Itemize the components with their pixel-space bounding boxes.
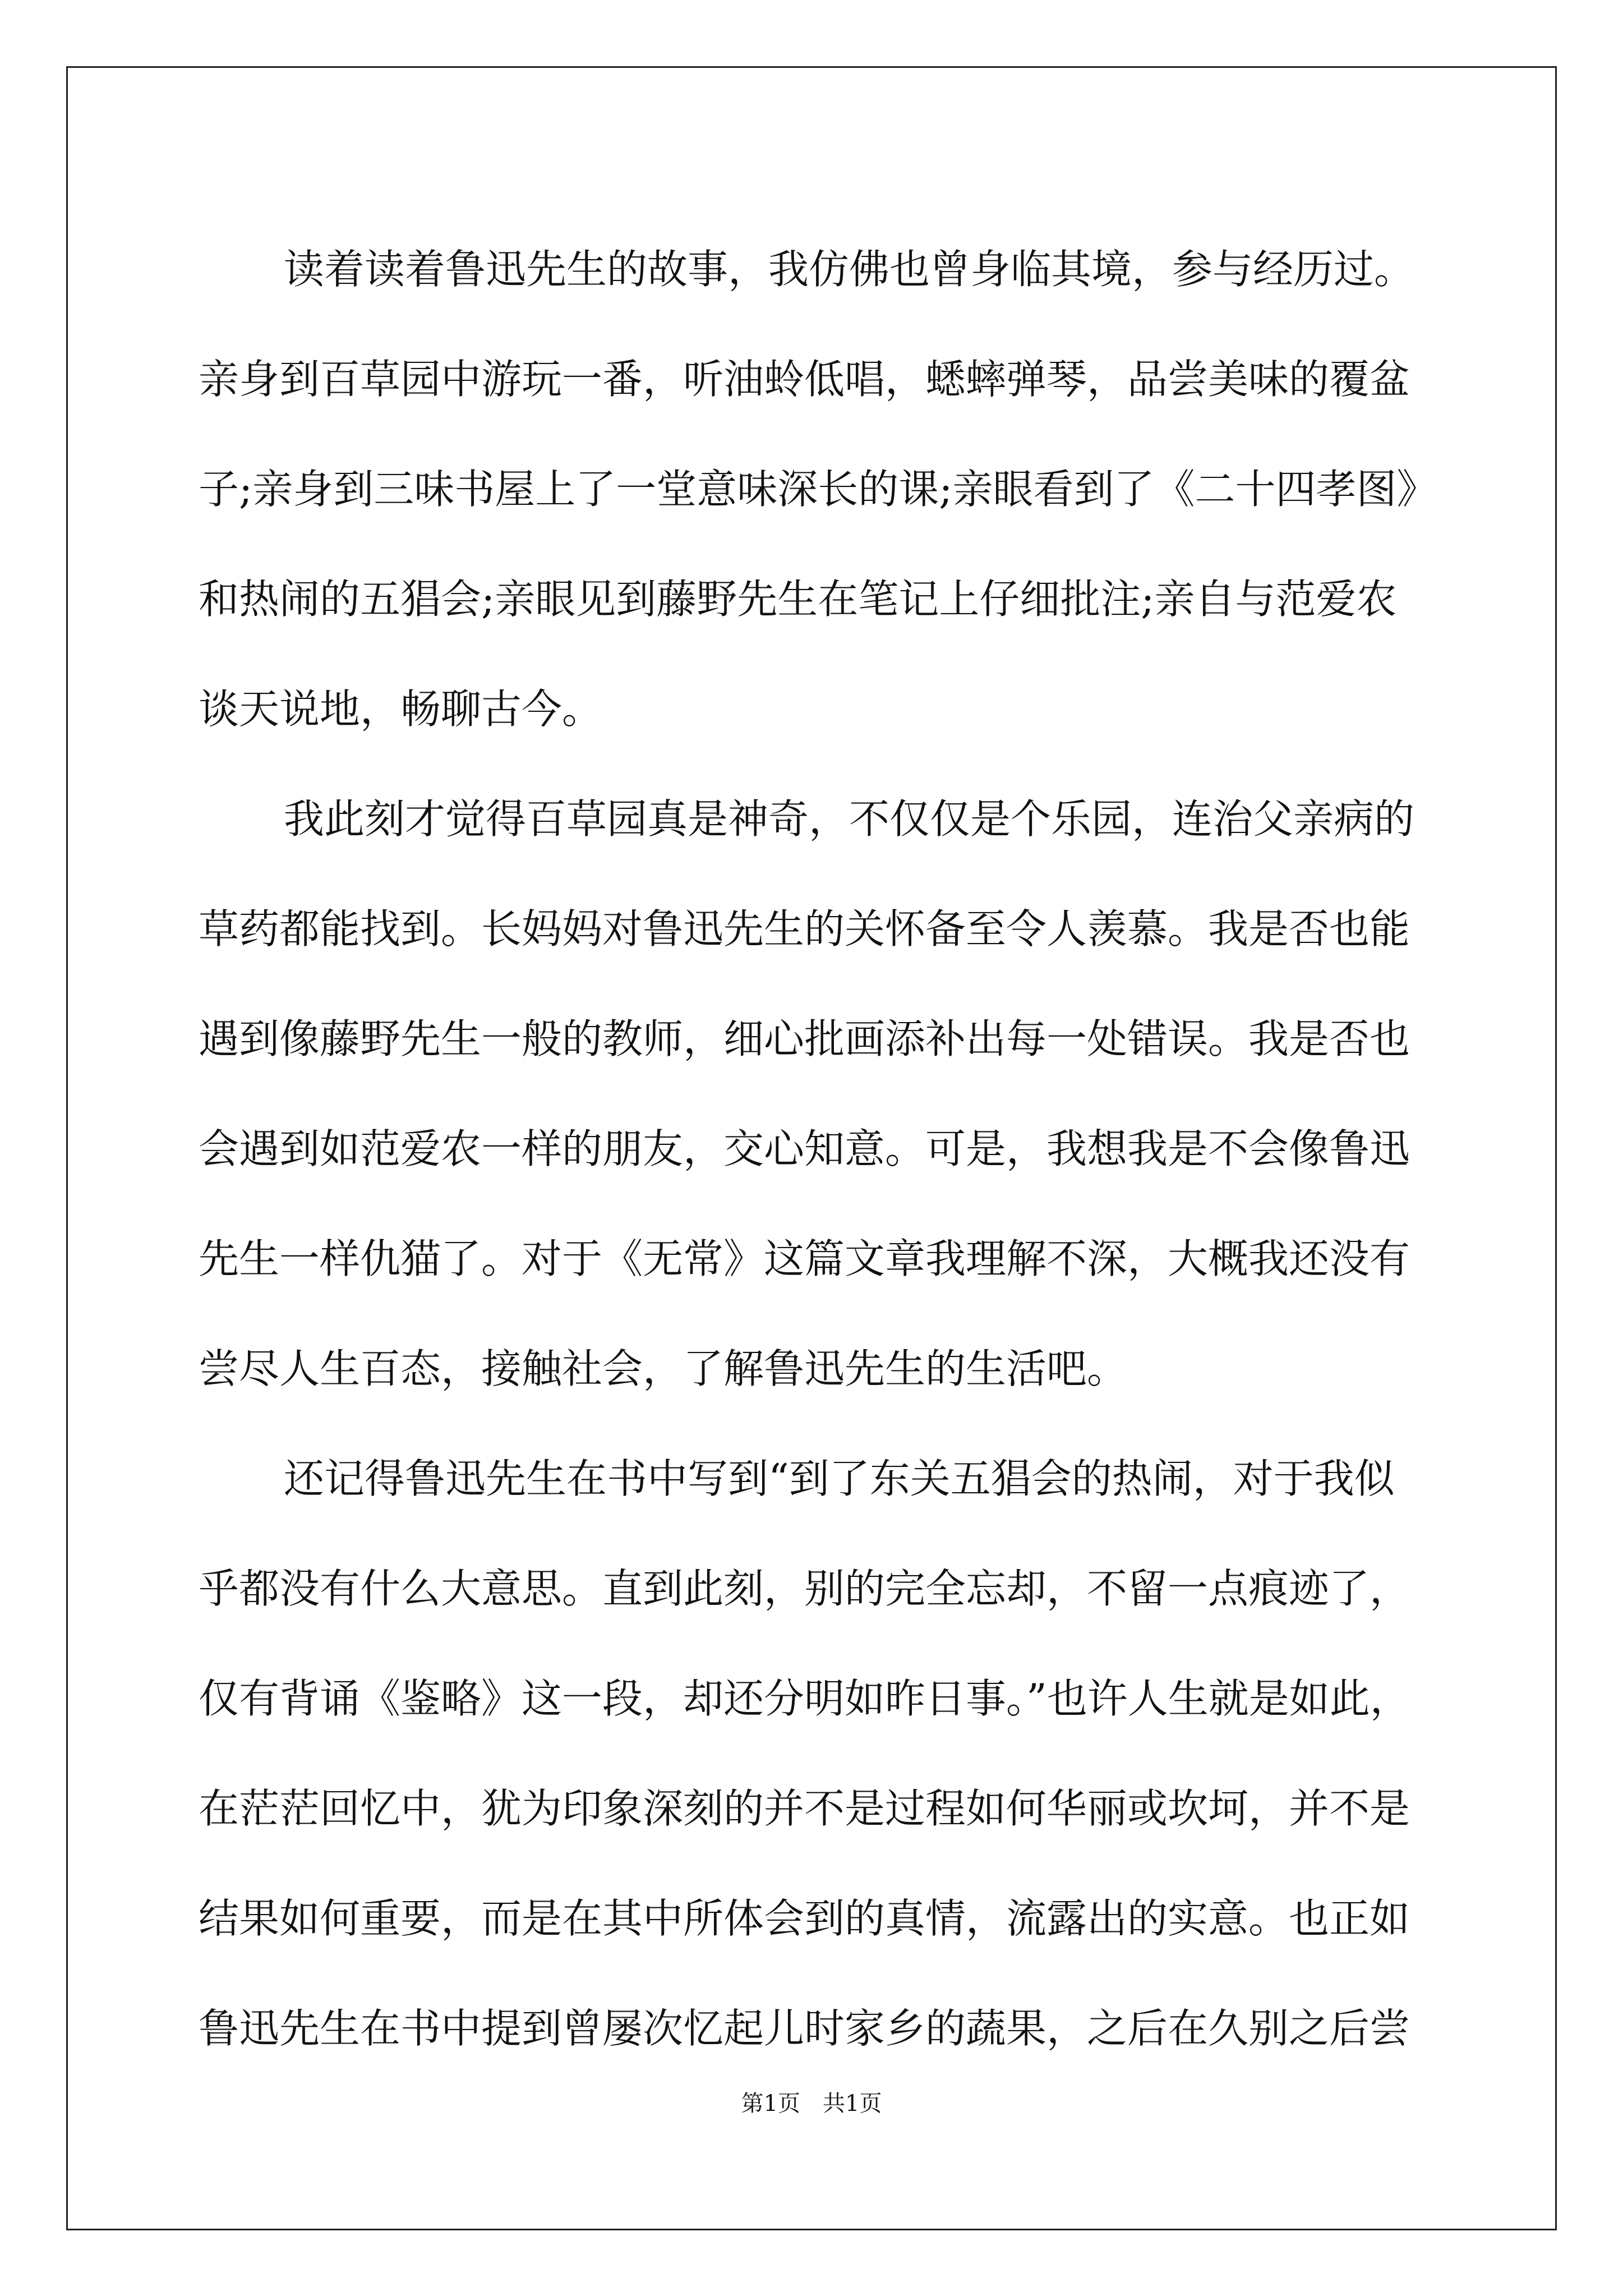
paragraph-2-line-6: 尝尽人生百态，接触社会，了解鲁迅先生的生活吧。 — [199, 1345, 1128, 1392]
paragraph-1-line-1: 读着读着鲁迅先生的故事，我仿佛也曾身临其境，参与经历过。 — [284, 246, 1415, 293]
paragraph-2-line-5: 先生一样仇猫了。对于《无常》这篇文章我理解不深，大概我还没有 — [199, 1235, 1410, 1282]
paragraph-1-line-5: 谈天说地，畅聊古今。 — [199, 685, 603, 733]
paragraph-3-line-2: 乎都没有什么大意思。直到此刻，别的完全忘却，不留一点痕迹了， — [199, 1565, 1410, 1612]
paragraph-1-line-3: 子;亲身到三味书屋上了一堂意味深长的课;亲眼看到了《二十四孝图》 — [199, 466, 1437, 513]
paragraph-3-line-6: 鲁迅先生在书中提到曾屡次忆起儿时家乡的蔬果，之后在久别之后尝 — [199, 2005, 1410, 2052]
paragraph-2-line-1: 我此刻才觉得百草园真是神奇，不仅仅是个乐园，连治父亲病的 — [284, 795, 1415, 843]
page-number-footer: 第1页 共1页 — [741, 2091, 882, 2116]
paragraph-2-line-3: 遇到像藤野先生一般的教师，细心批画添补出每一处错误。我是否也 — [199, 1015, 1410, 1062]
paragraph-2-line-2: 草药都能找到。长妈妈对鲁迅先生的关怀备至令人羡慕。我是否也能 — [199, 905, 1410, 953]
paragraph-2-line-4: 会遇到如范爱农一样的朋友，交心知意。可是，我想我是不会像鲁迅 — [199, 1125, 1410, 1172]
paragraph-3-line-5: 结果如何重要，而是在其中所体会到的真情，流露出的实意。也正如 — [199, 1895, 1410, 1942]
paragraph-3-line-3: 仅有背诵《鉴略》这一段，却还分明如昨日事。”也许人生就是如此， — [199, 1675, 1410, 1722]
paragraph-3-line-1: 还记得鲁迅先生在书中写到“到了东关五猖会的热闹，对于我似 — [284, 1455, 1395, 1502]
paragraph-3-line-4: 在茫茫回忆中，犹为印象深刻的并不是过程如何华丽或坎坷，并不是 — [199, 1785, 1410, 1832]
paragraph-1-line-2: 亲身到百草园中游玩一番，听油蛉低唱，蟋蟀弹琴，品尝美味的覆盆 — [199, 356, 1410, 403]
paragraph-1-line-4: 和热闹的五猖会;亲眼见到藤野先生在笔记上仔细批注;亲自与范爱农 — [199, 576, 1397, 623]
document-body — [199, 214, 1453, 2083]
